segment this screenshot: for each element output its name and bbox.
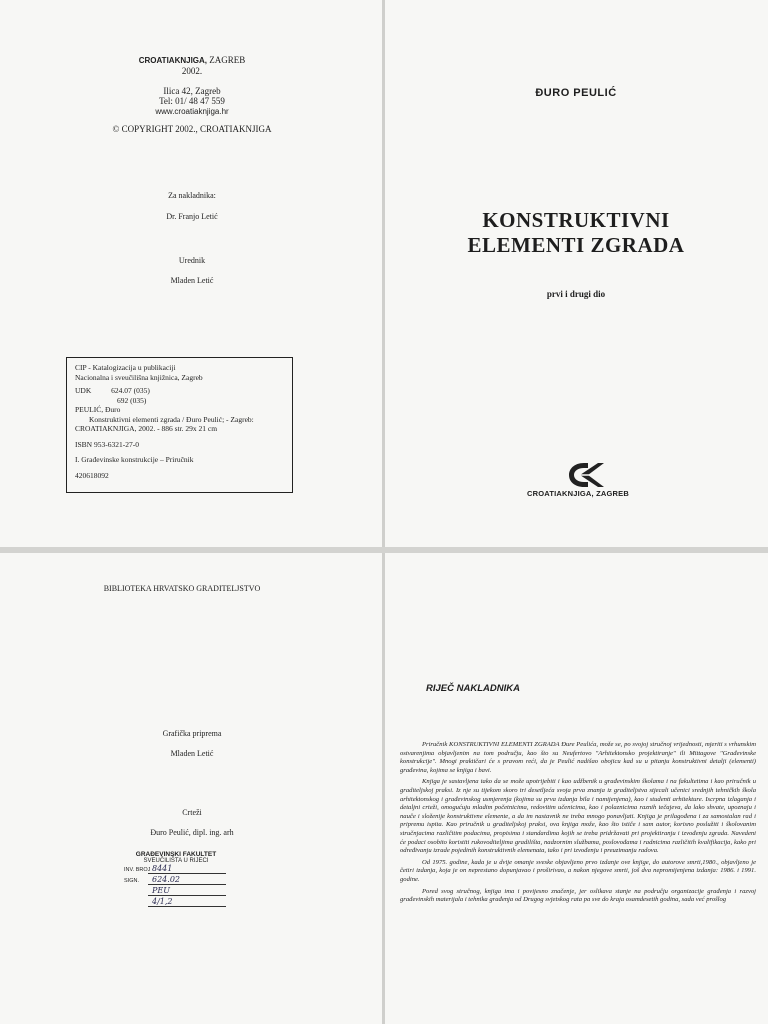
credits-page — [0, 552, 384, 1024]
for-publisher-label: Za nakladnika: — [168, 191, 216, 200]
stamp-subtitle: SVEUČILIŠTA U RIJECI — [143, 858, 209, 864]
publisher-address: Ilica 42, Zagreb — [163, 86, 221, 96]
foreword-heading: RIJEČ NAKLADNIKA — [426, 683, 520, 694]
drawings-label: Crteži — [182, 808, 202, 817]
copyright-line: © COPYRIGHT 2002., CROATIAKNJIGA — [112, 124, 272, 134]
page-fold-horizontal — [0, 547, 768, 553]
stamp-extra-2: 4/1,2 — [152, 897, 173, 906]
book-title-line-1: KONSTRUKTIVNI — [482, 208, 670, 232]
author-name: ĐURO PEULIĆ — [535, 87, 617, 99]
stamp-sign-value: 624.02 — [152, 875, 180, 884]
book-subtitle: prvi i drugi dio — [546, 289, 606, 299]
cip-line: CIP - Katalogizacija u publikaciji — [75, 363, 176, 372]
cip-publication: CROATIAKNJIGA, 2002. - 886 str. 29x 21 cm — [75, 424, 218, 433]
publisher-city: ZAGREB — [207, 55, 246, 65]
publisher-name: CROATIAKNJIGA, — [138, 56, 208, 65]
drawings-name: Đuro Peulić, dipl. ing. arh — [150, 828, 234, 837]
stamp-extra-1: PEU — [152, 886, 170, 895]
prep-name: Mladen Letić — [170, 749, 214, 758]
stamp-inv-value: 8441 — [152, 864, 173, 873]
series-name: BIBLIOTEKA HRVATSKO GRADITELJSTVO — [103, 584, 261, 593]
stamp-extra-row — [120, 897, 232, 908]
imprint-page — [0, 0, 384, 548]
prep-label: Grafička priprema — [162, 729, 222, 738]
stamp-inv-row: INV. BROJ 8441 — [120, 864, 232, 875]
foreword-paragraph: Knjiga je sastavljena tako da se može upotrijebiti i kao udžbenik u građevinskim školama i na fakultetima i kao priručnik u graditeljskoj praksi. Iz nje su tijekom skoro tri desetljeća svoja prva znanja iz graditeljstva stjecali učenici srednjih tehničkih škola arhitektonskog i građevinskog usmjerenja (kojima su prva izdanja bila i namijenjena), kao i studenti arhitekture. Iscrpna izlaganja i detaljni crteži, omogućuju mladim početnicima, redovitim učenicima, kao i polaznicima raznih tečajeva, da lako shvate, upoznaju i nauče i složenije konstruktivne elemente, a da im nastavnik ne treba mnogo ponavljati. Knjiga je prilagođena i za samostalan rad i pripremu ispita. Kao priručnik u graditeljskoj praksi, ova knjiga može, kao što ističe i sam autor, korisno poslužiti i školovanim stručnjacima različitim podacima, propisima i standardima kojih se treba pridržavati pri projektiranju i izvođenju zgrada. Navedeni će podaci osobito koristiti rukovoditeljima gradilišta, nadzornim službama, poslovođama i radnicima različitih kvalifikacija, kako pri određivanju izrade pojedinih konstruktivnih elemenata, tako i pri izvođenju i preuzimanju radova. — [400, 778, 756, 855]
cip-number: 420618092 — [75, 470, 109, 480]
book-title-line-2: ELEMENTI ZGRADA — [467, 233, 685, 257]
cip-isbn: ISBN 953-6321-27-0 — [75, 439, 139, 449]
publisher-phone: Tel: 01/ 48 47 559 — [159, 96, 225, 106]
editor-name: Mladen Letić — [170, 276, 214, 285]
foreword-paragraph: Priručnik KONSTRUKTIVNI ELEMENTI ZGRADA Đure Peulića, može se, po svojoj stručnoj vrijednosti, mjeriti s vrhunskim ostvarenjima objavljenim na tom području, kao što su Neufertovo "Arhitektonsko projektiranje" ili Mittagove "Građevinske konstrukcije". Mnogi praktičari će s pravom reći, da je Peulić nadišao obojicu kad su u pitanju konstruktivni detalji (elementi) građevina, kojima se knjiga i bavi. — [400, 741, 756, 774]
editor-label: Urednik — [178, 256, 206, 265]
cip-udk: UDK 624.07 (035) — [75, 386, 150, 395]
stamp-title: GRAĐEVINSKI FAKULTET — [135, 851, 217, 858]
publisher-line — [0, 55, 384, 66]
cip-record-box — [66, 357, 293, 493]
library-stamp — [120, 851, 232, 908]
publish-year: 2002. — [181, 66, 203, 76]
for-publisher-name: Dr. Franjo Letić — [166, 212, 218, 221]
stamp-sign-row: SIGN. 624.02 — [120, 875, 232, 886]
ck-logo-icon — [566, 460, 606, 490]
cip-line: Nacionalna i sveučilišna knjižnica, Zagreb — [75, 372, 203, 382]
cip-author: PEULIĆ, Đuro — [75, 405, 121, 414]
foreword-body — [400, 741, 756, 908]
publisher-website: www.croatiaknjiga.hr — [155, 107, 229, 116]
cip-subject: I. Građevinske konstrukcije – Priručnik — [75, 455, 194, 464]
foreword-paragraph: Od 1975. godine, kada je u dvije omanje sveske objavljeno prvo izdanje ove knjige, do autorove smrti,1980., objavljeno je četiri izdanja, koja je on neprestano dopunjavao i proširivao, a nakon njegove smrti, još dva nepromijenjena izdanja: 1986. i 1991. godine. — [400, 858, 756, 883]
cip-title: Konstruktivni elementi zgrada / Đuro Peulić; - Zagreb: — [89, 414, 254, 424]
stamp-extra-row — [120, 886, 232, 897]
cip-udk-2: 692 (035) — [117, 395, 147, 405]
logo-text: CROATIAKNJIGA, ZAGREB — [527, 489, 629, 498]
foreword-paragraph: Pored svog stručnog, knjiga ima i povijesno značenje, jer oslikava stanje na području organizacije građenja i razvoj građevinskih materijala i tehnika građenja od Drugog svjetskog rata pa sve do kraja osamdesetih godina, sada već prošlog — [400, 887, 756, 904]
page-fold-vertical — [382, 0, 385, 1024]
